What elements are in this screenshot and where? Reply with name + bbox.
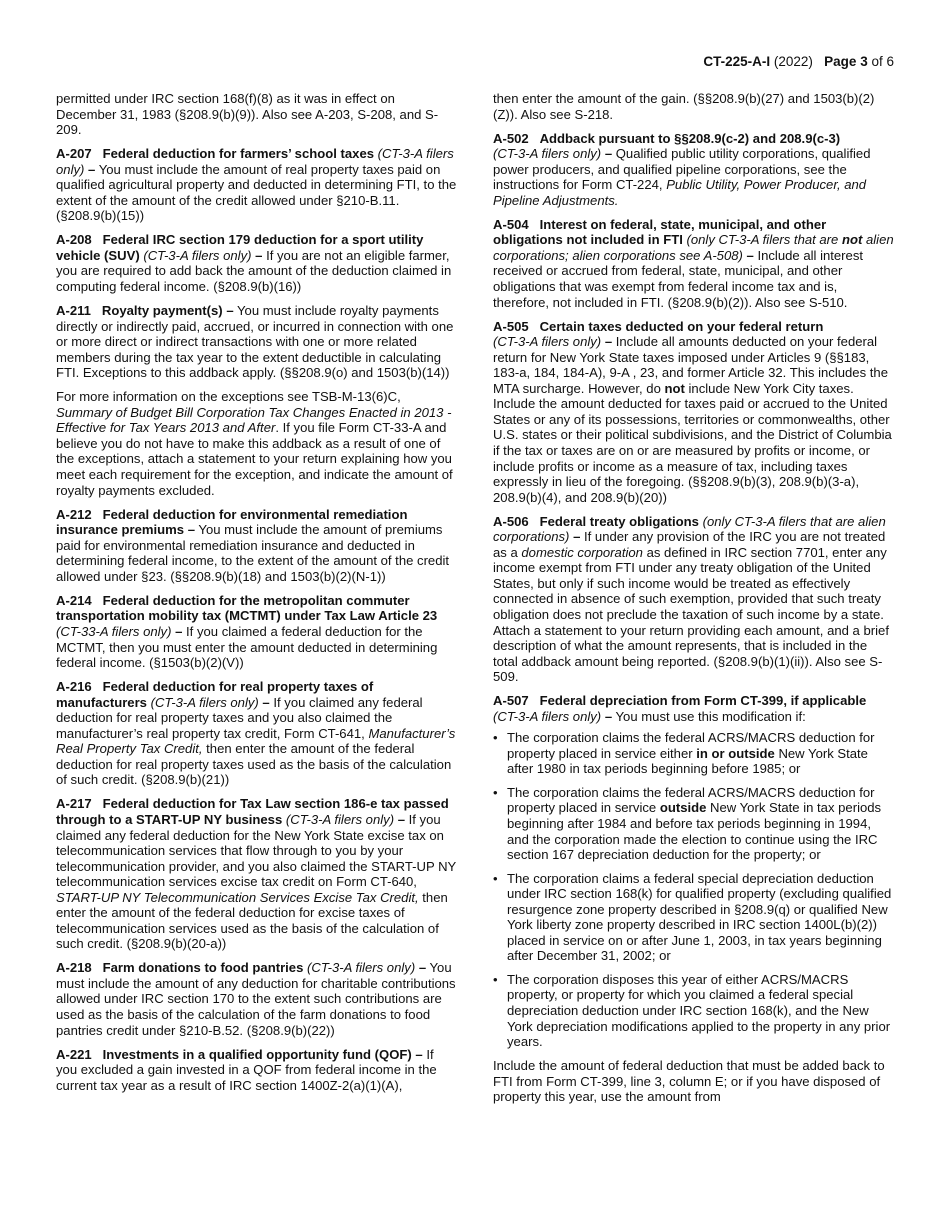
section-a502	[493, 131, 895, 209]
publication-title: Summary of Budget Bill Corporation Tax Changes Enacted in 2013 - Effective for Tax Years 2013 and After	[56, 404, 452, 436]
emphasis-not: not	[664, 380, 685, 396]
section-dash: –	[604, 334, 613, 350]
a507-conditions-list	[493, 730, 895, 1049]
page-total: of 6	[871, 54, 894, 69]
list-item	[493, 785, 895, 863]
list-item-text: The corporation claims the federal ACRS/MACRS deduction for property placed in service	[507, 784, 875, 816]
section-a212	[56, 507, 458, 585]
form-title: Public Utility, Power Producer, and Pipeline Adjustments.	[493, 177, 867, 208]
section-code: A-212	[56, 506, 92, 522]
section-title: Federal deduction for farmers’ school taxes	[102, 146, 375, 162]
list-item-text: The corporation claims a federal special depreciation deduction under IRC section 168(k) for qualified property (excluding qualified resurgence zone property described in §208.9(q) or qualified New York liberty zone property described in IRC section 1400L(b)(2)) placed in service on or after June 1, 2003, in tax years beginning after December 31, 2002; or	[507, 870, 892, 964]
section-title: Federal deduction for environmental remediation insurance premiums	[56, 506, 408, 538]
list-item	[493, 972, 895, 1050]
section-dash: –	[418, 960, 427, 976]
section-body: If you claimed any federal deduction for the New York State excise tax on telecommunication services that flow through to you by your telecommunication provider, and you also claimed the START-UP NY telecommunication services excise tax credit on Form CT-640,	[56, 811, 457, 890]
section-body: then enter the amount of the federal deduction for real property taxes used as the basis of the calculation of such credit. (§208.9(b)(21))	[56, 741, 452, 788]
section-dash: –	[255, 247, 263, 263]
section-body: If you claimed a federal deduction for the MCTMT, then you must enter the amount deducted in determining federal income. (§1503(b)(2)(V))	[56, 623, 438, 671]
section-a221	[56, 1047, 458, 1094]
section-dash: –	[573, 529, 581, 545]
section-a506	[493, 514, 895, 685]
page-header	[703, 54, 894, 70]
section-dash: –	[604, 146, 613, 162]
list-item-text: New York State after 1980 in tax periods beginning before 1985; or	[507, 745, 868, 777]
section-a207	[56, 146, 458, 224]
section-title: Addback pursuant to §§208.9(c-2) and 208.9(c-3)	[539, 130, 841, 146]
section-body: You must include royalty payments directly or indirectly paid, accrued, or incurred in connection with one or more direct or indirect transactions with one or more related members during the tax year to the extent deductible in calculating FTI. Exceptions to this addback apply. (§§208.9(o) and 1503(b)(14))	[56, 303, 454, 381]
section-filers: (CT-3-A filers only)	[285, 811, 395, 827]
section-dash: –	[397, 811, 405, 827]
section-dash: –	[88, 161, 96, 177]
section-code: A-207	[56, 146, 92, 162]
section-code: A-506	[493, 513, 529, 529]
section-filers: (CT-3-A filers only)	[493, 708, 602, 724]
section-filers: (CT-3-A filers only)	[493, 146, 602, 162]
form-title: START-UP NY Telecommunication Services Excise Tax Credit,	[56, 889, 419, 905]
section-dash: –	[262, 694, 270, 710]
section-dash: –	[604, 708, 613, 724]
section-filers: (CT-33-A filers only)	[56, 623, 172, 639]
continued-text: then enter the amount of the gain. (§§208.9(b)(27) and 1503(b)(2)(Z)). Also see S-218.	[493, 91, 875, 122]
section-title: Federal depreciation from Form CT-399, if applicable	[539, 693, 867, 709]
section-body: If you are not an eligible farmer, you are required to add back the amount of the deduction claimed in computing federal income. (§208.9(b)(16))	[56, 247, 452, 295]
section-title: Federal deduction for real property taxes of manufacturers	[56, 679, 374, 710]
section-filers: (CT-3-A filers only)	[143, 247, 252, 263]
section-dash: –	[175, 623, 183, 639]
section-dash: –	[187, 522, 196, 538]
section-a216	[56, 679, 458, 788]
section-body: as defined in IRC section 7701, enter any income exempt from FTI under any treaty obligation of the United States, but only if such income would be treated as effectively connected in absence of such exemption, provided that such treaty obligation does not preclude the taxation of such income by a state. Attach a statement to your return providing each amount, and a brief description of what the amount represents, that is included in the total addback amount being reported. (§208.9(b)(1)(ii)). Also see S-509.	[493, 544, 889, 685]
section-body: If you claimed any federal deduction for real property taxes and you also claimed the manufacturer’s real property tax credit, Form CT-641,	[56, 694, 423, 741]
section-body: Include all amounts deducted on your federal return for New York State taxes imposed under Articles 9 (§§183, 183-a, 184, 184-A), 9-A , 23, and former Article 32. This includes the MTA surcharge. However, do	[493, 334, 888, 396]
section-filers: (CT-3-A filers only)	[307, 960, 416, 976]
a507-closing-text: Include the amount of federal deduction that must be added back to FTI from Form CT-399, line 3, column E; or if you have disposed of property this year, use the amount from	[493, 1058, 885, 1105]
page-number: Page 3	[824, 54, 868, 69]
section-a507	[493, 693, 895, 724]
section-filers: (only CT-3-A filers that are	[686, 232, 839, 248]
right-column	[493, 91, 895, 1113]
list-item	[493, 730, 895, 777]
section-filers: (CT-3-A filers only)	[56, 146, 454, 177]
section-code: A-507	[493, 693, 529, 709]
list-item-emphasis: outside	[659, 800, 707, 816]
left-column	[56, 91, 458, 1102]
section-body: then enter the amount of the federal deduction for excise taxes of telecommunication services used as the basis of the calculation of such credit. (§208.9(b)(20-a))	[56, 889, 448, 952]
section-a218	[56, 960, 458, 1038]
section-code: A-217	[56, 796, 92, 812]
form-year: (2022)	[773, 54, 813, 69]
section-code: A-221	[56, 1046, 92, 1062]
section-code: A-214	[56, 592, 92, 608]
section-filers: alien corporations; alien corporations see A-508)	[493, 232, 894, 263]
section-dash: –	[226, 303, 234, 319]
section-filers-not: not	[841, 232, 863, 248]
section-code: A-208	[56, 232, 92, 248]
section-a504	[493, 217, 895, 310]
list-item-emphasis: in or outside	[696, 745, 775, 761]
section-a211	[56, 303, 458, 381]
form-number: CT-225-A-I	[703, 54, 771, 69]
section-filers: (CT-3-A filers only)	[493, 334, 602, 350]
section-title: Federal IRC section 179 deduction for a sport utility vehicle (SUV)	[56, 232, 424, 263]
section-body: You must use this modification if:	[615, 708, 806, 724]
more-info-text: For more information on the exceptions see TSB-M-13(6)C,	[56, 389, 401, 405]
section-title: Federal deduction for the metropolitan commuter transportation mobility tax (MCTMT) under Tax Law Article 23	[56, 592, 438, 624]
section-code: A-504	[493, 216, 529, 232]
more-info-text: . If you file Form CT-33-A and believe you do not have to make this addback as a result of one of the exceptions, attach a statement to your return explaining how you meet each requirement for the exception, and indicate the amount of royalty payments excluded.	[56, 420, 453, 498]
section-code: A-211	[56, 303, 91, 319]
section-dash: –	[746, 247, 754, 263]
section-body: You must include the amount of any deduction for charitable contributions allowed under IRC section 170 to the extent such contributions are used as the basis of the calculation of the farm donations to food pantries credit under §210-B.52. (§208.9(b)(22))	[56, 960, 456, 1038]
section-body: You must include the amount of real property taxes paid on qualified agricultural property and deducted in determining FTI, to the extent of the amount of the credit allowed under §210-B.11. (§208.9(b)(15))	[56, 161, 457, 224]
section-a214	[56, 593, 458, 671]
section-code: A-502	[493, 130, 529, 146]
section-body: include New York City taxes. Include the amount deducted for taxes paid or accrued to the United States or any of its possessions, territories or commonwealths, other U.S. states or their political subdivisions, and the District of Columbia if the tax or taxes are on or are measured by profits or income, or include profits or income as a measure of tax, including taxes expressly in lieu of the foregoing. (§§208.9(b)(3), 208.9(b)(3-a), 208.9(b)(4), and 208.9(b)(20))	[493, 380, 892, 505]
section-title: Certain taxes deducted on your federal return	[539, 318, 824, 334]
section-body: Qualified public utility corporations, qualified power producers, and qualified pipeline corporations, see the instructions for Form CT-224,	[493, 146, 871, 193]
section-title: Investments in a qualified opportunity fund (QOF)	[102, 1046, 412, 1062]
section-title: Interest on federal, state, municipal, and other obligations not included in FTI	[493, 216, 827, 248]
section-dash: –	[415, 1046, 423, 1062]
defined-term: domestic corporation	[521, 544, 643, 560]
section-body: Include all interest received or accrued from federal, state, municipal, and other obligations that was exempt from federal income tax and is, therefore, not included in FTI. (§208.9(b)(2)). Also see S-510.	[493, 247, 864, 310]
section-code: A-218	[56, 960, 92, 976]
section-filers: (only CT-3-A filers that are alien corporations)	[493, 513, 886, 545]
section-a217	[56, 796, 458, 951]
section-code: A-505	[493, 318, 529, 334]
more-info-paragraph	[56, 389, 458, 498]
section-title: Federal treaty obligations	[539, 513, 699, 529]
section-a505	[493, 319, 895, 506]
section-filers: (CT-3-A filers only)	[150, 694, 259, 710]
list-item-text: New York State in tax periods beginning after 1984 and before tax periods beginning in 1994, and the corporation made the election to continue using the IRC section 167 depreciation deduction for the property; or	[507, 800, 882, 863]
section-body: You must include the amount of premiums paid for environmental remediation insurance and deducted in determining federal income, to the extent of the amount of the credit allowed under §23. (§§208.9(b)(18) and 1503(b)(2)(N-1))	[56, 522, 450, 584]
form-title: Manufacturer’s Real Property Tax Credit,	[56, 725, 456, 757]
section-code: A-216	[56, 679, 92, 695]
section-title: Royalty payment(s)	[101, 303, 223, 319]
section-a208	[56, 232, 458, 294]
list-item-text: The corporation claims the federal ACRS/MACRS deduction for property placed in service either	[507, 730, 875, 761]
list-item-text: The corporation disposes this year of either ACRS/MACRS property, or property for which you claimed a federal special depreciation deduction under IRC section 168(k), and the New York depreciation modifications applied to the property in any prior years.	[507, 971, 891, 1050]
list-item	[493, 871, 895, 964]
section-title: Farm donations to food pantries	[102, 960, 304, 976]
section-body: If you excluded a gain invested in a QOF from federal income in the current tax year as a result of IRC section 1400Z-2(a)(1)(A),	[56, 1046, 437, 1093]
continued-text: permitted under IRC section 168(f)(8) as it was in effect on December 31, 1983 (§208.9(b)(9)). Also see A-203, S-208, and S-209.	[56, 91, 439, 138]
section-title: Federal deduction for Tax Law section 186-e tax passed through to a START-UP NY business	[56, 796, 449, 827]
section-body: If under any provision of the IRC you are not treated as a	[493, 529, 886, 560]
